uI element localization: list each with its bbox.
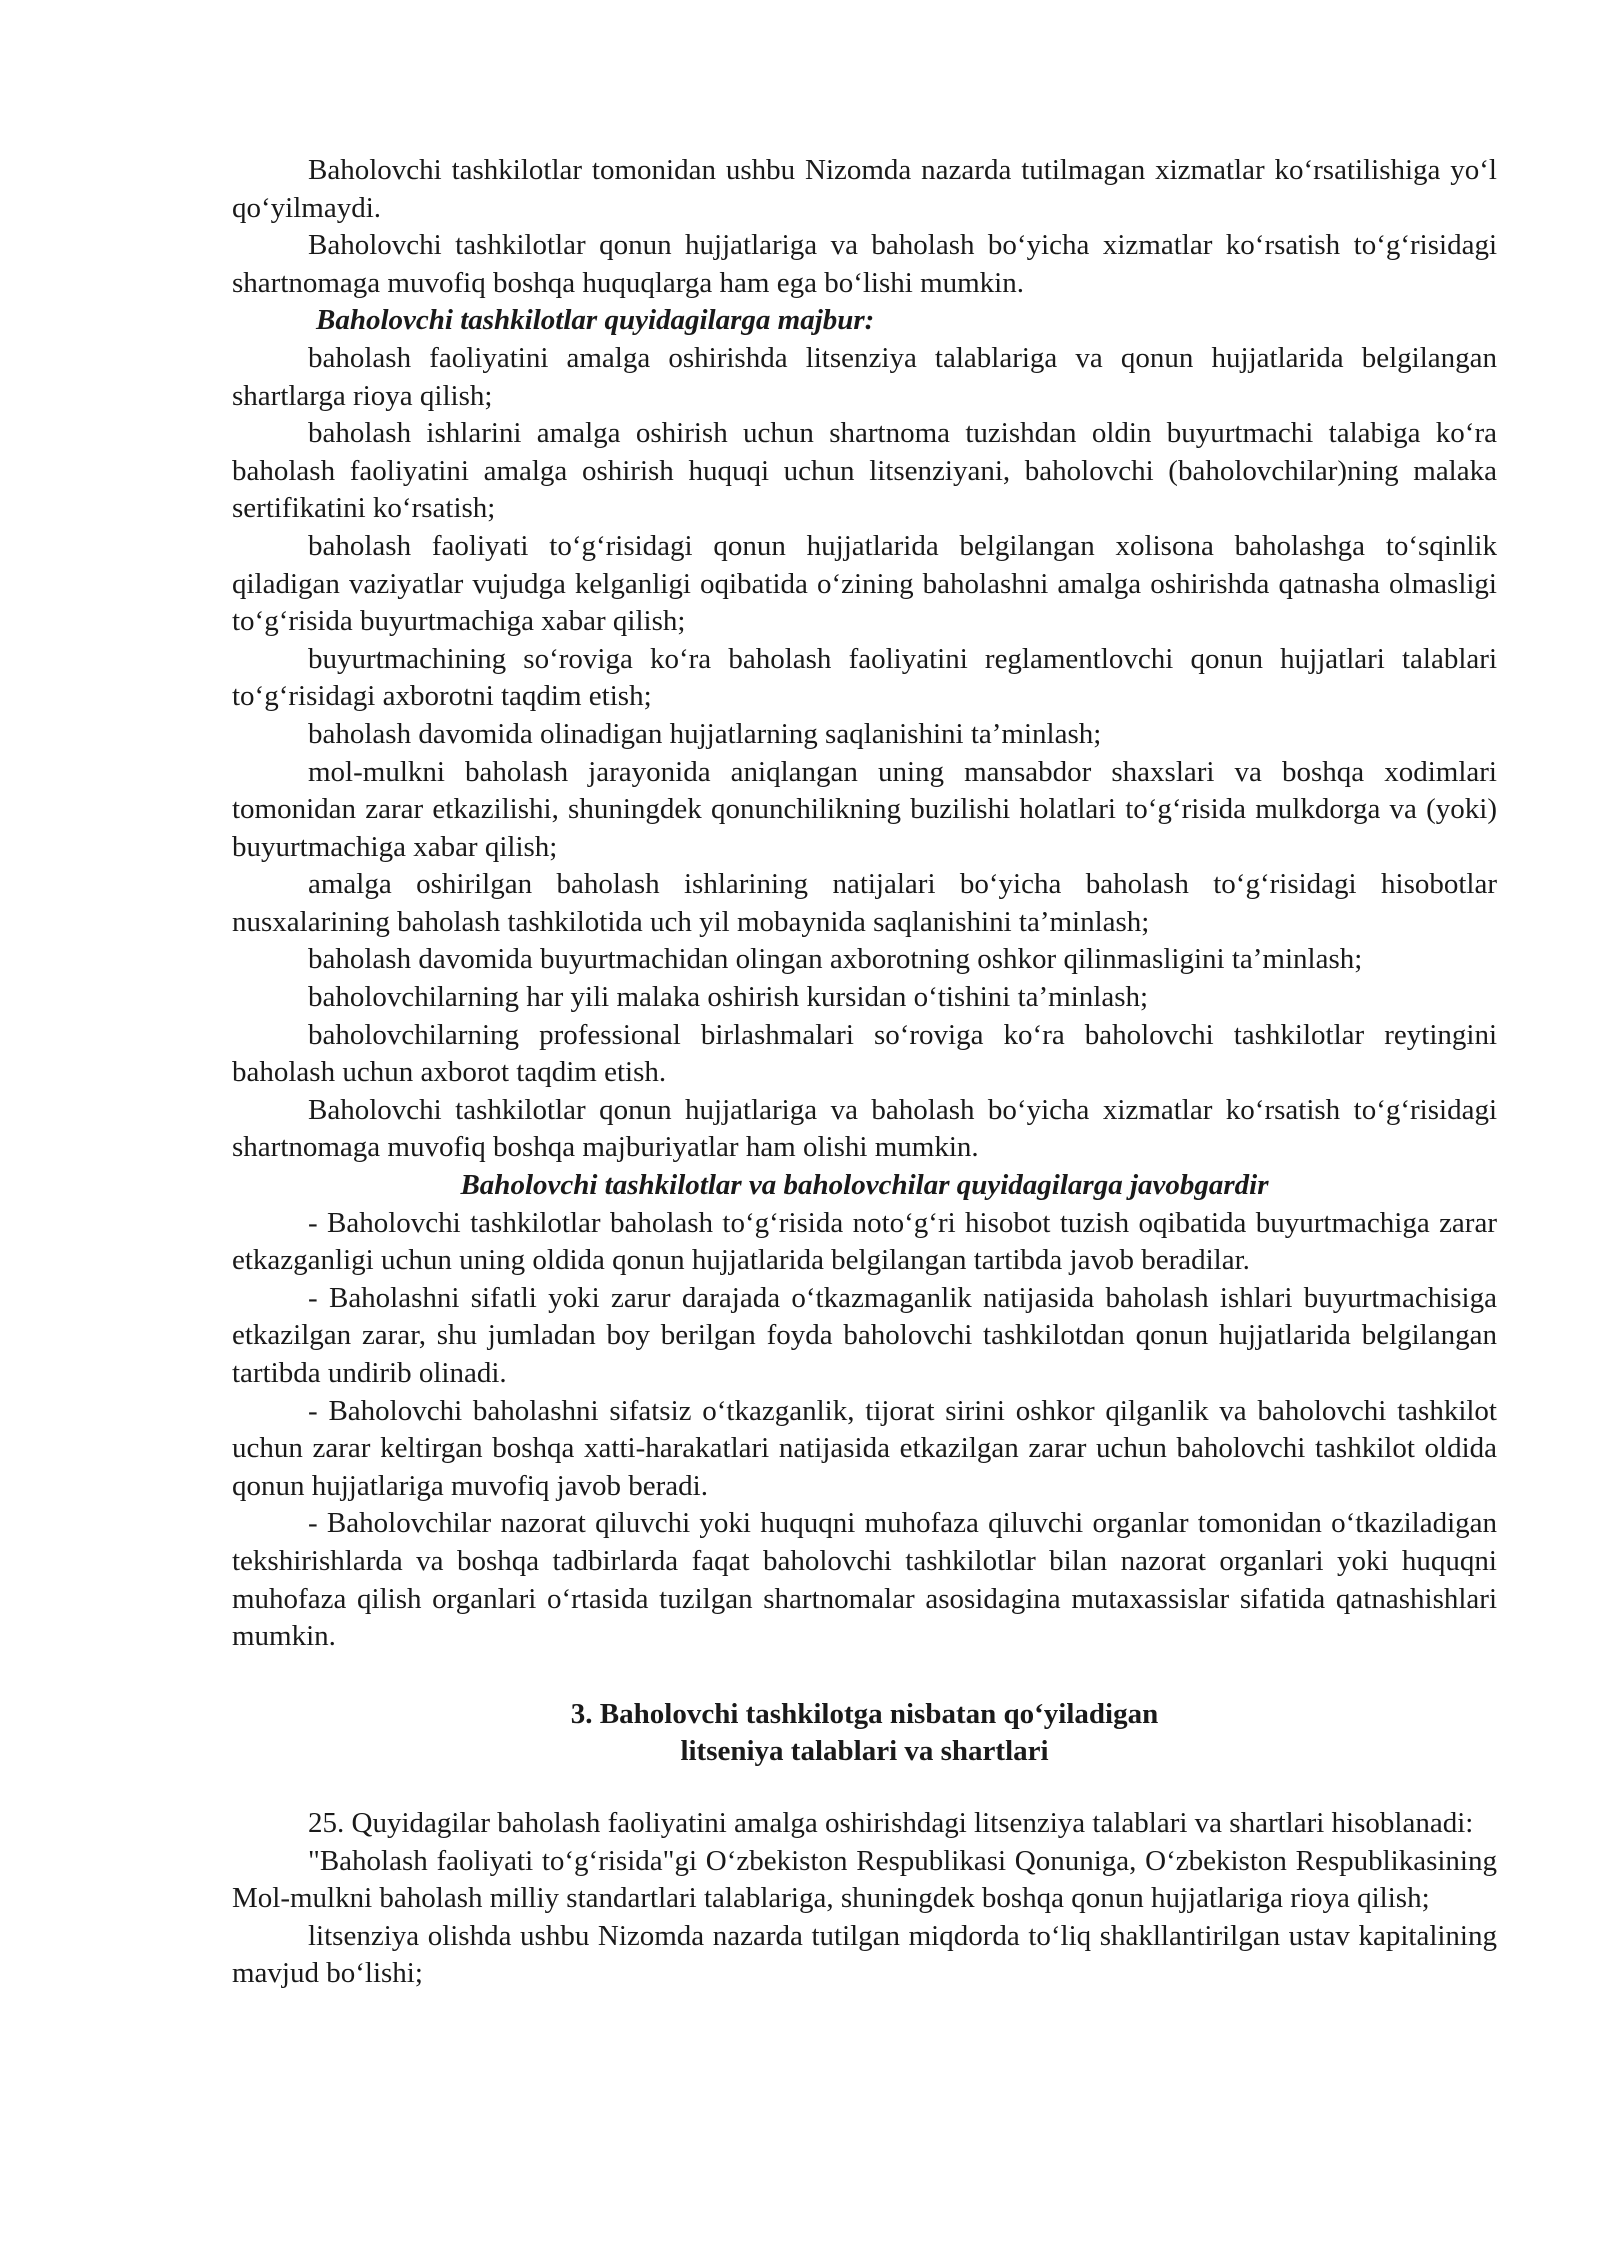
section-3-title-line-1: 3. Baholovchi tashkilotga nisbatan qo‘yiladigan — [570, 1697, 1159, 1730]
liability-heading: Baholovchi tashkilotlar va baholovchilar quyidagilarga javobgardir — [460, 1169, 1269, 1202]
obligation-item: baholash ishlarini amalga oshirish uchun shartnoma tuzishdan oldin buyurtmachi talabiga ko‘ra baholash faoliyatini amalga oshirish huquqi uchun litsenziyani, baholovchi (baholovchilar)ning malaka sertifikatini ko‘rsatish; — [232, 417, 1497, 525]
liability-item: - Baholovchi tashkilotlar baholash to‘g‘risida noto‘g‘ri hisobot tuzish oqibatida buyurtmachiga zarar etkazganligi uchun uning oldida qonun hujjatlarida belgilangan tartibda javob beradilar. — [232, 1206, 1497, 1277]
obligation-item: baholash davomida buyurtmachidan olingan axborotning oshkor qilinmasligini ta’minlash; — [308, 943, 1363, 976]
obligation-item: buyurtmachining so‘roviga ko‘ra baholash faoliyatini reglamentlovchi qonun hujjatlari talablari to‘g‘risidagi axborotni taqdim etish; — [232, 642, 1497, 713]
obligation-item: baholovchilarning professional birlashmalari so‘roviga ko‘ra baholovchi tashkilotlar reytingini baholash uchun axborot taqdim etish. — [232, 1018, 1497, 1089]
document-page — [232, 152, 1497, 1993]
obligation-item: baholash faoliyati to‘g‘risidagi qonun hujjatlarida belgilangan xolisona baholashga to‘sqinlik qiladigan vaziyatlar vujudga kelganligi oqibatida o‘zining baholashni amalga oshirishda qatnasha olmasligi to‘g‘risida buyurtmachiga xabar qilish; — [232, 529, 1497, 638]
obligation-item: baholash davomida olinadigan hujjatlarning saqlanishini ta’minlash; — [308, 717, 1102, 750]
obligation-item: Baholovchi tashkilotlar qonun hujjatlariga va baholash bo‘yicha xizmatlar ko‘rsatish to‘g‘risidagi shartnomaga muvofiq boshqa majburiyatlar ham olishi mumkin. — [232, 1093, 1497, 1164]
section-3-title — [232, 1696, 1497, 1771]
liability-item: - Baholovchi baholashni sifatsiz o‘tkazganlik, tijorat sirini oshkor qilganlik va baholovchi tashkilot uchun zarar keltirgan boshqa xatti-harakatlari natijasida etkazilgan zarar uchun baholovchi tashkilot oldida qonun hujjatlariga muvofiq javob beradi. — [232, 1394, 1497, 1502]
section-3-paragraph: litsenziya olishda ushbu Nizomda nazarda tutilgan miqdorda to‘liq shakllantirilgan ustav kapitalining mavjud bo‘lishi; — [232, 1919, 1497, 1990]
section-3-paragraph: 25. Quyidagilar baholash faoliyatini amalga oshirishdagi litsenziya talablari va shartlari hisoblanadi: — [308, 1806, 1474, 1839]
obligations-heading: Baholovchi tashkilotlar quyidagilarga majbur: — [316, 304, 875, 337]
liability-item: - Baholovchilar nazorat qiluvchi yoki huquqni muhofaza qiluvchi organlar tomonidan o‘tkaziladigan tekshirishlarda va boshqa tadbirlarda faqat baholovchi tashkilotlar bilan nazorat organlari yoki huquqni muhofaza qilish organlari o‘rtasida tuzilgan shartnomalar asosidagina mutaxassislar sifatida qatnashishlari mumkin. — [232, 1507, 1497, 1653]
section-3-title-line-2: litseniya talablari va shartlari — [680, 1735, 1049, 1768]
section-3-paragraph: "Baholash faoliyati to‘g‘risida"gi O‘zbekiston Respublikasi Qonuniga, O‘zbekiston Respublikasining Mol-mulkni baholash milliy standartlari talablariga, shuningdek boshqa qonun hujjatlariga rioya qilish; — [232, 1844, 1497, 1915]
obligation-item: amalga oshirilgan baholash ishlarining natijalari bo‘yicha baholash to‘g‘risidagi hisobotlar nusxalarining baholash tashkilotida uch yil mobaynida saqlanishini ta’minlash; — [232, 868, 1497, 938]
obligation-item: baholash faoliyatini amalga oshirishda litsenziya talablariga va qonun hujjatlarida belgilangan shartlarga rioya qilish; — [232, 341, 1497, 412]
paragraph-other-rights: Baholovchi tashkilotlar qonun hujjatlariga va baholash bo‘yicha xizmatlar ko‘rsatish to‘g‘risidagi shartnomaga muvofiq boshqa huquqlarga ham ega bo‘lishi mumkin. — [232, 229, 1497, 299]
obligation-item: baholovchilarning har yili malaka oshirish kursidan o‘tishini ta’minlash; — [308, 981, 1149, 1014]
liability-item: - Baholashni sifatli yoki zarur darajada o‘tkazmaganlik natijasida baholash ishlari buyurtmachisiga etkazilgan zarar, shu jumladan boy berilgan foyda baholovchi tashkilotdan qonun hujjatlarida belgilangan tartibda undirib olinadi. — [232, 1281, 1497, 1389]
paragraph-services-prohibited: Baholovchi tashkilotlar tomonidan ushbu Nizomda nazarda tutilmagan xizmatlar ko‘rsatilishiga yo‘l qo‘yilmaydi. — [232, 154, 1497, 224]
obligation-item: mol-mulkni baholash jarayonida aniqlangan uning mansabdor shaxslari va boshqa xodimlari tomonidan zarar etkazilishi, shuningdek qonunchilikning buzilishi holatlari to‘g‘risida mulkdorga va (yoki) buyurtmachiga xabar qilish; — [232, 755, 1497, 863]
